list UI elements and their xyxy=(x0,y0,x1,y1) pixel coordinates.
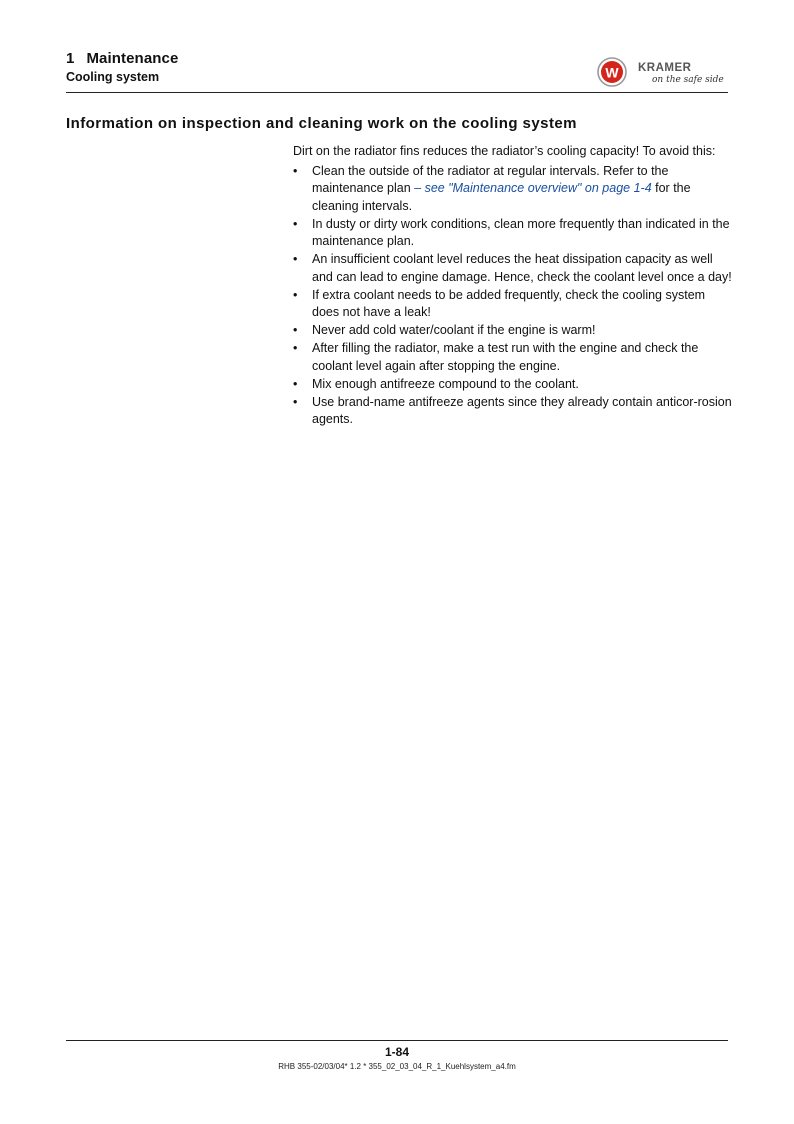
document-reference: RHB 355-02/03/04* 1.2 * 355_02_03_04_R_1_Kuehlsystem_a4.fm xyxy=(278,1062,516,1071)
emblem-letter: W xyxy=(605,64,619,81)
page-title: Information on inspection and cleaning work on the cooling system xyxy=(66,115,577,132)
bullet-icon: • xyxy=(293,287,298,302)
list-item xyxy=(293,216,733,251)
list-item xyxy=(293,376,733,394)
bullet-icon: • xyxy=(293,252,298,266)
logo-wordmark: KRAMER xyxy=(638,62,692,74)
bullet-icon: • xyxy=(293,216,298,231)
intro-paragraph: Dirt on the radiator fins reduces the radiator’s cooling capacity! To avoid this: xyxy=(293,144,716,158)
bullet-icon: • xyxy=(293,394,298,409)
footer-divider xyxy=(66,1040,728,1041)
chapter-title: Maintenance xyxy=(86,50,179,67)
bullet-icon: • xyxy=(293,341,298,355)
section-subtitle: Cooling system xyxy=(66,70,160,84)
list-item xyxy=(293,287,733,322)
list-item-text: In dusty or dirty work conditions, clean more frequently than indicated in the maintenance plan. xyxy=(312,216,730,248)
list-item xyxy=(293,251,733,286)
list-item xyxy=(293,394,733,429)
list-item xyxy=(293,340,733,375)
chapter-heading xyxy=(66,50,178,67)
bullet-list xyxy=(293,163,733,429)
bullet-icon: • xyxy=(293,376,298,391)
list-item xyxy=(293,163,733,216)
list-item xyxy=(293,322,733,340)
chapter-number: 1 xyxy=(66,50,75,67)
list-item-text-tail: for the cleaning intervals. xyxy=(312,181,691,213)
bullet-icon: • xyxy=(293,163,298,178)
body-content xyxy=(293,143,733,429)
list-item-text: Mix enough antifreeze compound to the coolant. xyxy=(312,376,579,391)
bullet-icon: • xyxy=(293,323,298,337)
kramer-logo xyxy=(596,55,726,89)
page-number: 1-84 xyxy=(384,1045,410,1059)
list-item-text: Never add cold water/coolant if the engine is warm! xyxy=(312,323,596,337)
list-item-text: Clean the outside of the radiator at regular intervals. Refer to the maintenance plan xyxy=(312,163,669,195)
maintenance-overview-link[interactable]: – see "Maintenance overview" on page 1-4 xyxy=(414,181,652,195)
list-item-text: If extra coolant needs to be added frequently, check the cooling system does not have a leak! xyxy=(312,287,706,319)
list-item-text: After filling the radiator, make a test run with the engine and check the coolant level again after stopping the engine. xyxy=(312,341,699,373)
page-header xyxy=(66,50,728,93)
list-item-text: An insufficient coolant level reduces the heat dissipation capacity as well and can lead to engine damage. Hence, check the coolant level once a day! xyxy=(312,252,732,284)
list-item-text: Use brand-name antifreeze agents since they already contain anticor-rosion agents. xyxy=(312,394,732,426)
w-emblem-icon xyxy=(596,55,630,89)
logo-slogan: on the safe side xyxy=(652,75,724,85)
